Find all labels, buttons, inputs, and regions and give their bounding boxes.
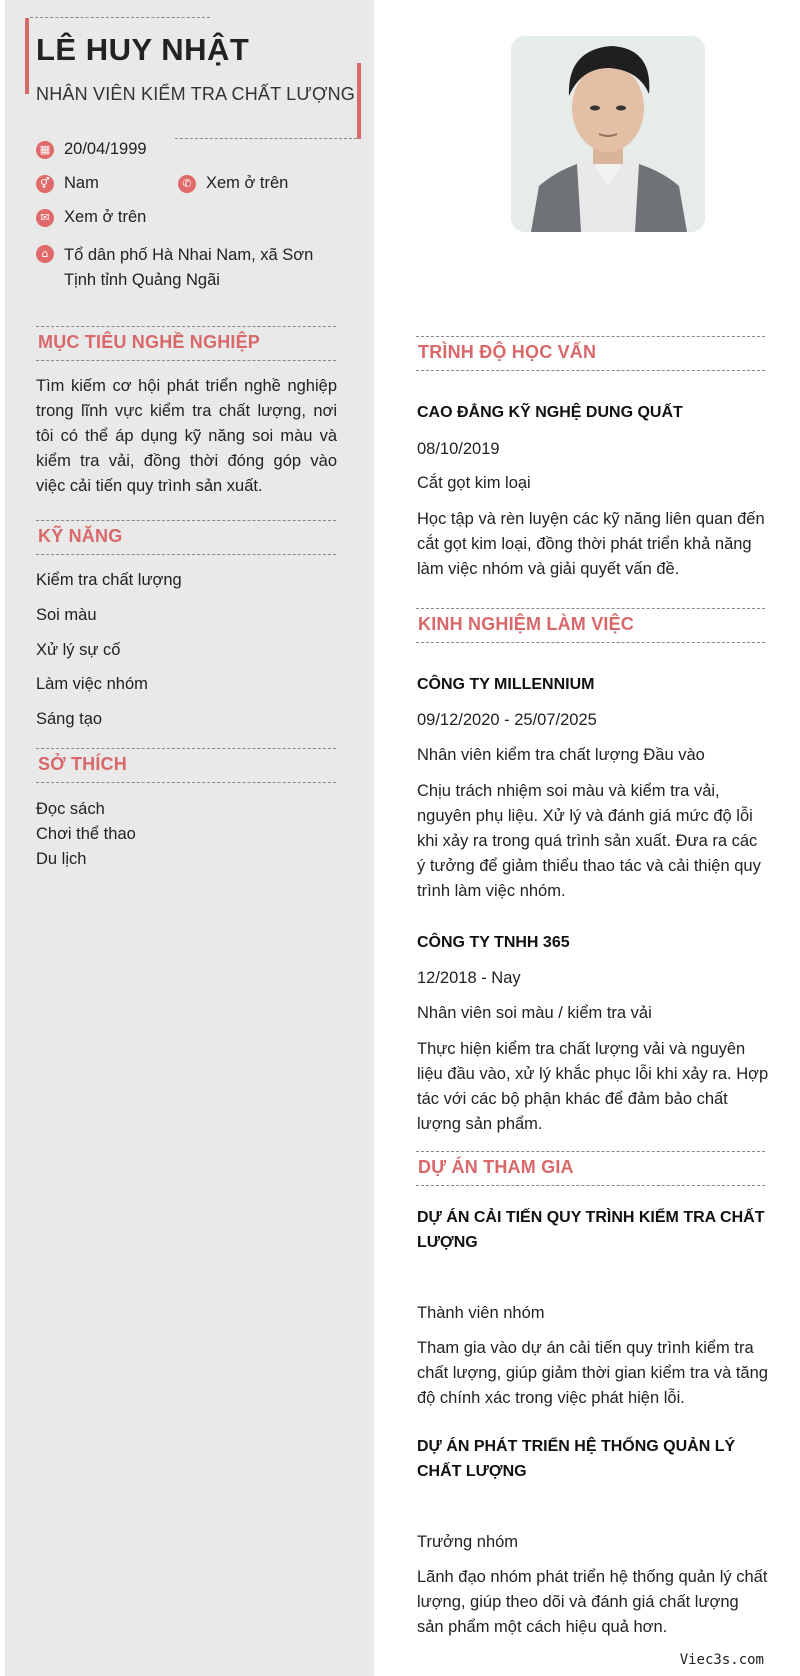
objective-text: Tìm kiếm cơ hội phát triển nghề nghiệp trong lĩnh vực kiểm tra chất lượng, nơi tôi có thể áp dụng kỹ năng soi màu và kiểm tra vải, đồng thời đóng góp vào việc cải tiến quy trình sản xuất. [36,377,337,495]
home-icon: ⌂ [36,245,54,263]
header-top-divider [30,17,210,18]
email-value: Xem ở trên [64,208,147,226]
watermark: Viec3s.com [679,1652,764,1668]
objective-divider-top [36,326,336,327]
school-name: CAO ĐẲNG KỸ NGHỆ DUNG QUẤT [417,404,683,421]
education-date: 08/10/2019 [417,440,500,458]
phone-value: Xem ở trên [206,174,289,192]
hobby-item: Du lịch [36,850,87,868]
gender-icon: ⚥ [36,175,54,193]
job-position: Nhân viên kiểm tra chất lượng Đầu vào [417,746,705,764]
projects-title: DỰ ÁN THAM GIA [418,1157,574,1177]
skill-item: Làm việc nhóm [36,675,148,693]
project-name: DỰ ÁN PHÁT TRIỂN HỆ THỐNG QUẢN LÝ CHẤT LƯỢNG [417,1438,736,1480]
skills-divider-top [36,520,336,521]
projects-divider-top [416,1151,765,1152]
experience-divider-bottom [416,642,765,643]
hobbies-divider-bottom [36,782,336,783]
address-row [36,243,336,293]
gender-row [36,174,99,193]
hobby-item: Chơi thể thao [36,825,136,843]
education-title: TRÌNH ĐỘ HỌC VẤN [418,342,597,362]
education-description: Học tập và rèn luyện các kỹ năng liên quan đến cắt gọt kim loại, đồng thời phát triển khả năng làm việc nhóm và giải quyết vấn đề. [417,510,765,578]
project-role: Trưởng nhóm [417,1533,519,1551]
birthday-row [36,140,147,159]
skill-item: Kiểm tra chất lượng [36,571,182,589]
header-left-accent [25,18,29,94]
project-description: Lãnh đạo nhóm phát triển hệ thống quản lý chất lượng, giúp theo dõi và đánh giá chất lượng sản phẩm một cách hiệu quả hơn. [417,1568,768,1636]
job-description: Chịu trách nhiệm soi màu và kiểm tra vải, nguyên phụ liệu. Xử lý và đánh giá mức độ lỗi khi xảy ra trong quá trình sản xuất. Đưa ra các ý tưởng để giảm thiểu thao tác và cải thiện quy trình làm việc nhóm. [417,782,761,900]
phone-row [178,174,288,193]
experience-title: KINH NGHIỆM LÀM VIỆC [418,614,635,634]
gender-value: Nam [64,174,99,192]
job-period: 12/2018 - Nay [417,969,521,987]
avatar [511,36,705,232]
project-description: Tham gia vào dự án cải tiến quy trình kiểm tra chất lượng, giúp giảm thời gian kiểm tra và tăng độ chính xác trong việc phát hiện lỗi. [417,1339,768,1407]
projects-divider-bottom [416,1185,765,1186]
job-description: Thực hiện kiểm tra chất lượng vải và nguyên liệu đầu vào, xử lý khắc phục lỗi khi xảy ra. Hợp tác với các bộ phận khác để đảm bảo chất lượng sản phẩm. [417,1040,769,1133]
skill-item: Sáng tạo [36,710,103,728]
phone-icon: ✆ [178,175,196,193]
objective-divider-bottom [36,360,336,361]
education-divider-top [416,336,765,337]
header-bottom-divider [175,138,357,139]
job-position: Nhân viên soi màu / kiểm tra vải [417,1004,652,1022]
email-row [36,208,146,227]
profile-photo [511,36,705,232]
company-name: CÔNG TY TNHH 365 [417,934,570,951]
skill-item: Xử lý sự cố [36,641,121,659]
company-name: CÔNG TY MILLENNIUM [417,676,595,693]
candidate-title: NHÂN VIÊN KIỂM TRA CHẤT LƯỢNG [36,84,355,104]
candidate-name: LÊ HUY NHẬT [36,32,250,67]
skills-divider-bottom [36,554,336,555]
education-major: Cắt gọt kim loại [417,474,531,492]
project-name: DỰ ÁN CẢI TIẾN QUY TRÌNH KIỂM TRA CHẤT LƯỢNG [417,1209,765,1251]
calendar-icon: ▦ [36,141,54,159]
project-role: Thành viên nhóm [417,1304,545,1322]
address-value: Tổ dân phố Hà Nhai Nam, xã Sơn Tịnh tỉnh Quảng Ngãi [64,246,314,289]
skills-title: KỸ NĂNG [38,526,123,546]
experience-divider-top [416,608,765,609]
header-right-accent [357,63,361,139]
hobbies-divider-top [36,748,336,749]
job-period: 09/12/2020 - 25/07/2025 [417,711,597,729]
birthday-value: 20/04/1999 [64,140,147,158]
email-icon: ✉ [36,209,54,227]
objective-title: MỤC TIÊU NGHỀ NGHIỆP [38,332,261,352]
education-divider-bottom [416,370,765,371]
hobby-item: Đọc sách [36,800,105,818]
skill-item: Soi màu [36,606,97,624]
hobbies-title: SỞ THÍCH [38,754,127,774]
